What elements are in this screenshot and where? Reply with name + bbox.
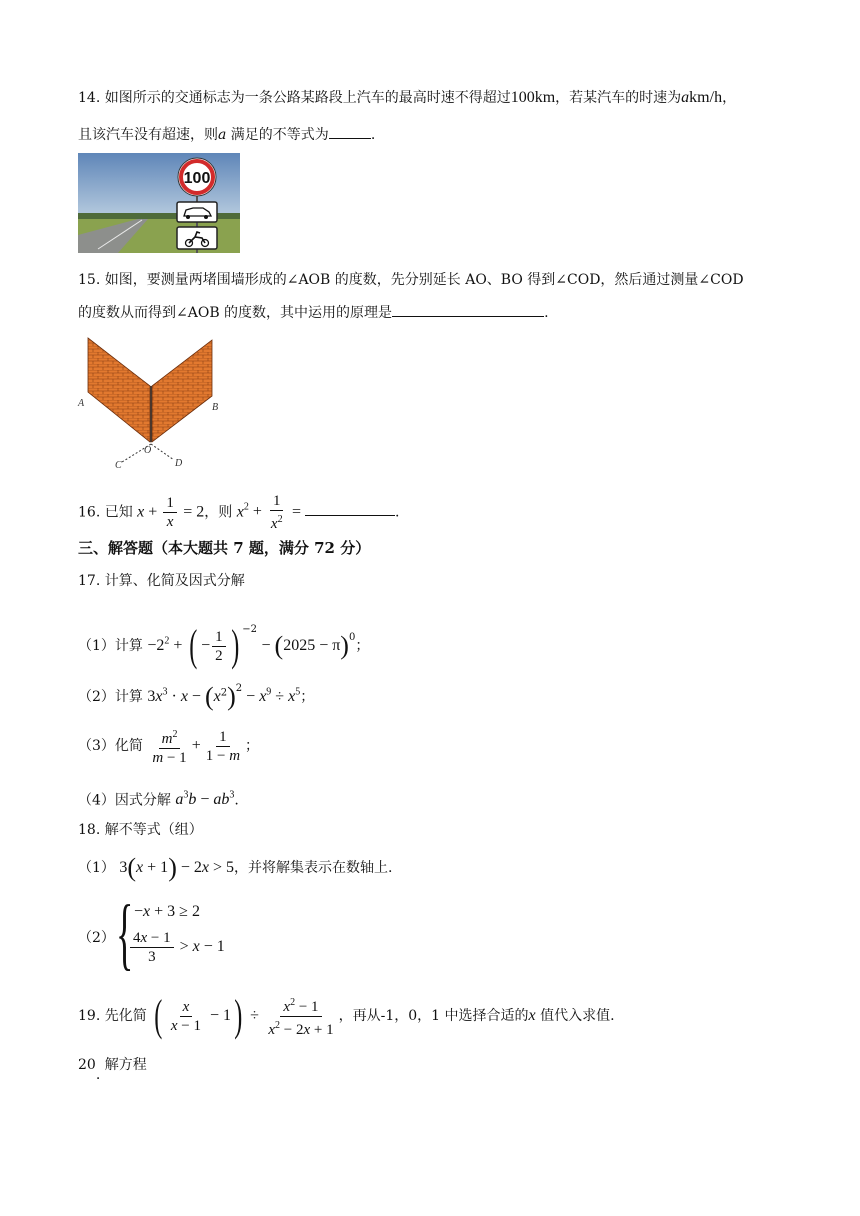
label-c: C xyxy=(115,460,122,471)
q15-line2: 的度数从而得到∠AOB 的度数，其中运用的原理是 . xyxy=(78,302,549,323)
label-b: B xyxy=(212,402,219,413)
brick-walls-illustration xyxy=(76,334,226,474)
section-heading: 三、解答题（本大题共 7 题，满分 72 分） xyxy=(78,539,371,557)
q15-line1: 15. 如图，要测量两堵围墙形成的∠AOB 的度数，先分别延长 AO、BO 得到∠COD，然后通过测量∠COD xyxy=(78,272,744,288)
q16-line: 16. 已知 x + $\frac{1}{x}$ = 2，则 $x^2$ + $\frac{1}{x^2}$ = . xyxy=(78,492,400,532)
answer-blank xyxy=(392,302,544,317)
label-o: O xyxy=(144,445,152,456)
label-d: D xyxy=(175,458,183,469)
q17-part2: （2）计算 $3x^3 \cdot x - (x^2)^2 - x^9 \div x^5$； xyxy=(78,682,315,711)
q17-part3: （3）化简 $\frac{m^2}{m - 1}$ + $\frac{1}{1 - m}$ ； xyxy=(78,724,259,768)
q17-part1: （1）计算 $-2^2$ + ( − $\frac{1}{2}$ ) $^{-2} - (2025 - \pi)^0$； xyxy=(78,621,370,670)
q19-line: 19. 先化简 ( $\frac{x}{x - 1}$ − 1) ÷ $\frac{x^2 - 1}{x^2 - 2x + 1}$ ，再从-1，0，1 中选择合适的x 值代入求值. xyxy=(78,991,615,1040)
fraction-one-over-x-squared: $\frac{1}{x^2}$ xyxy=(270,492,283,532)
q17-part4: （4）因式分解 $a^3b - ab^3$. xyxy=(78,790,239,809)
q18-title: 18. 解不等式（组） xyxy=(78,822,203,838)
q18-part2-label: （2） xyxy=(78,930,115,946)
q18-part1: （1） 3(x + 1) − 2x > 5，并将解集表示在数轴上. xyxy=(78,853,393,882)
q14-line2: 且该汽车没有超速，则a 满足的不等式为 . xyxy=(78,124,375,145)
brick-walls-figure xyxy=(76,334,226,474)
q18-part2-ineq1: −x + 3 ≥ 2 xyxy=(134,903,200,920)
label-a: A xyxy=(78,398,85,409)
answer-blank xyxy=(329,124,371,139)
traffic-sign-image xyxy=(78,153,240,253)
answer-blank xyxy=(305,501,395,516)
fraction-one-over-x: $\frac{1}{x}$ xyxy=(163,494,177,531)
q18-part2-ineq2: $\frac{4x - 1}{3}$ > x − 1 xyxy=(128,926,225,968)
traffic-sign-illustration xyxy=(78,153,240,253)
q17-title: 17. 计算、化简及因式分解 xyxy=(78,573,245,589)
sign-number: 100 xyxy=(183,170,211,187)
speed-limit-value: 100km xyxy=(510,89,556,106)
q20-line: 20. 解方程 xyxy=(78,1057,147,1083)
inequality-system-brace: { xyxy=(116,890,134,978)
q14-line1: 14. 如图所示的交通标志为一条公路某路段上汽车的最高时速不得超过100km，若某汽车的时速为akm/h， xyxy=(78,89,737,106)
